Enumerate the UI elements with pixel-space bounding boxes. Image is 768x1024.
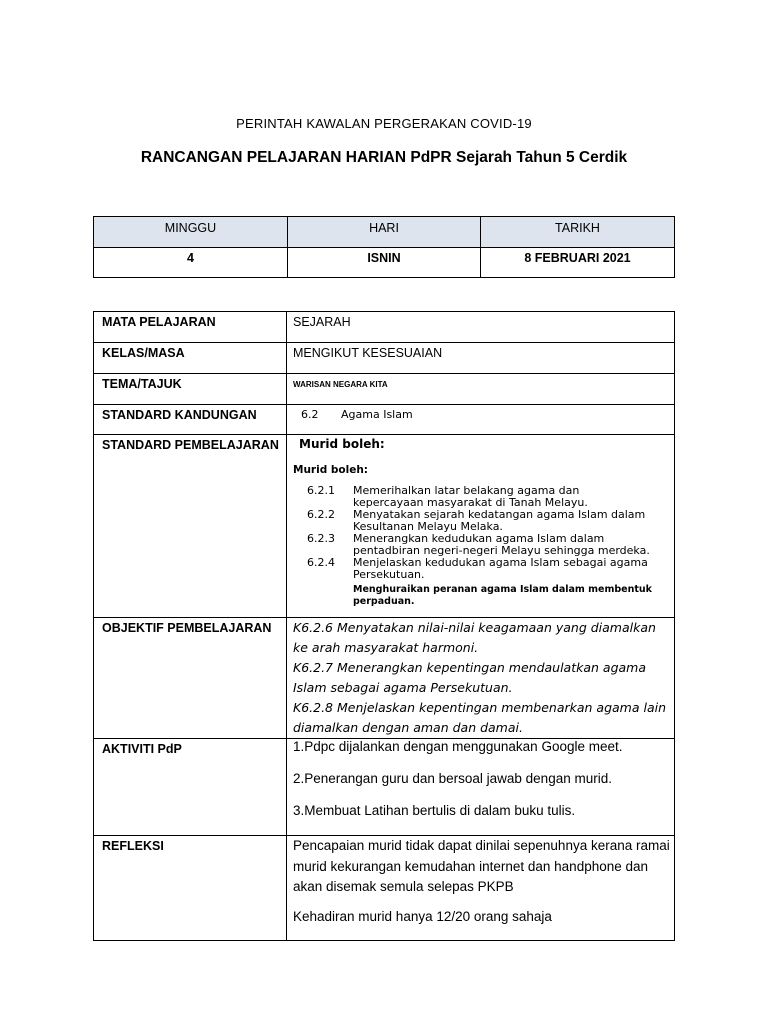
sp-heading-secondary: Murid boleh: <box>293 464 368 476</box>
sp-item-code: 6.2.4 <box>307 556 335 569</box>
sp-item-text: Memerihalkan latar belakang agama dan kepercayaan masyarakat di Tanah Melayu. <box>353 484 588 509</box>
value-tema-tajuk-cell <box>287 374 675 405</box>
label-objektif-pembelajaran: OBJEKTIF PEMBELAJARAN <box>94 618 287 739</box>
label-kelas-masa: KELAS/MASA <box>94 343 287 374</box>
row-refleksi <box>94 836 675 941</box>
standard-kandungan-text: Agama Islam <box>341 408 413 421</box>
document-subtitle: PERINTAH KAWALAN PERGERAKAN COVID-19 <box>236 116 532 131</box>
sp-item <box>307 557 674 581</box>
row-aktiviti-pdp <box>94 739 675 836</box>
sp-item <box>307 533 674 557</box>
row-kelas-masa <box>94 343 675 374</box>
document-title: RANCANGAN PELAJARAN HARIAN PdPR Sejarah Tahun 5 Cerdik <box>140 149 628 166</box>
standard-kandungan-code: 6.2 <box>301 408 319 421</box>
aktiviti-item: 1.Pdpc dijalankan dengan menggunakan Google meet. <box>293 739 623 754</box>
sp-heading: Murid boleh: <box>299 437 385 451</box>
schedule-table <box>93 216 675 278</box>
refleksi-paragraph: Pencapaian murid tidak dapat dinilai sepenuhnya kerana ramai murid kekurangan kemudahan internet dan handphone dan akan disemak semula selepas PKPB <box>293 838 670 894</box>
standard-kandungan-entry <box>301 405 674 425</box>
value-hari: ISNIN <box>288 248 481 278</box>
value-aktiviti-cell <box>287 739 675 836</box>
sp-item-text: Menyatakan sejarah kedatangan agama Islam dalam Kesultanan Melayu Melaka. <box>353 508 646 533</box>
header-minggu: MINGGU <box>94 217 288 248</box>
value-tarikh: 8 FEBRUARI 2021 <box>481 248 675 278</box>
aktiviti-item: 3.Membuat Latihan bertulis di dalam buku tulis. <box>293 803 576 818</box>
value-tema-tajuk: WARISAN NEGARA KITA <box>293 380 388 389</box>
label-standard-pembelajaran: STANDARD PEMBELAJARAN <box>94 435 287 618</box>
objektif-line: K6.2.7 Menerangkan kepentingan mendaulatkan agama Islam sebagai agama Persekutuan. <box>293 660 647 695</box>
row-standard-pembelajaran <box>94 435 675 618</box>
header-tarikh: TARIKH <box>481 217 675 248</box>
value-objektif-cell <box>287 618 675 739</box>
row-standard-kandungan <box>94 405 675 435</box>
label-tema-tajuk: TEMA/TAJUK <box>94 374 287 405</box>
schedule-value-row <box>94 248 675 278</box>
refleksi-attendance: Kehadiran murid hanya 12/20 orang sahaja <box>293 908 552 924</box>
row-objektif-pembelajaran <box>94 618 675 739</box>
value-minggu: 4 <box>94 248 288 278</box>
label-standard-kandungan: STANDARD KANDUNGAN <box>94 405 287 435</box>
row-tema-tajuk <box>94 374 675 405</box>
objektif-line: K6.2.8 Menjelaskan kepentingan membenarkan agama lain diamalkan dengan aman dan damai. <box>293 700 667 735</box>
sp-note: Menghuraikan peranan agama Islam dalam membentuk perpaduan. <box>353 584 652 607</box>
value-refleksi-cell <box>287 836 675 941</box>
sp-item <box>307 509 674 533</box>
sp-item-code: 6.2.3 <box>307 532 335 545</box>
aktiviti-item: 2.Penerangan guru dan bersoal jawab dengan murid. <box>293 771 612 786</box>
schedule-header-row <box>94 217 675 248</box>
objektif-line: K6.2.6 Menyatakan nilai-nilai keagamaan yang diamalkan ke arah masyarakat harmoni. <box>293 620 656 655</box>
lesson-plan-table <box>93 311 675 941</box>
sp-item-code: 6.2.1 <box>307 484 335 497</box>
label-mata-pelajaran: MATA PELAJARAN <box>94 312 287 343</box>
sp-item <box>307 485 674 509</box>
sp-item-code: 6.2.2 <box>307 508 335 521</box>
sp-item-text: Menjelaskan kedudukan agama Islam sebagai agama Persekutuan. <box>353 556 648 581</box>
value-standard-kandungan-cell <box>287 405 675 435</box>
label-refleksi: REFLEKSI <box>94 836 287 941</box>
header-hari: HARI <box>288 217 481 248</box>
sp-item-text: Menerangkan kedudukan agama Islam dalam pentadbiran negeri-negeri Melayu sehingga merdeka. <box>353 532 650 557</box>
value-mata-pelajaran: SEJARAH <box>287 312 675 343</box>
value-kelas-masa: MENGIKUT KESESUAIAN <box>287 343 675 374</box>
label-aktiviti-pdp: AKTIVITI PdP <box>94 739 287 836</box>
value-standard-pembelajaran-cell <box>287 435 675 618</box>
row-mata-pelajaran <box>94 312 675 343</box>
